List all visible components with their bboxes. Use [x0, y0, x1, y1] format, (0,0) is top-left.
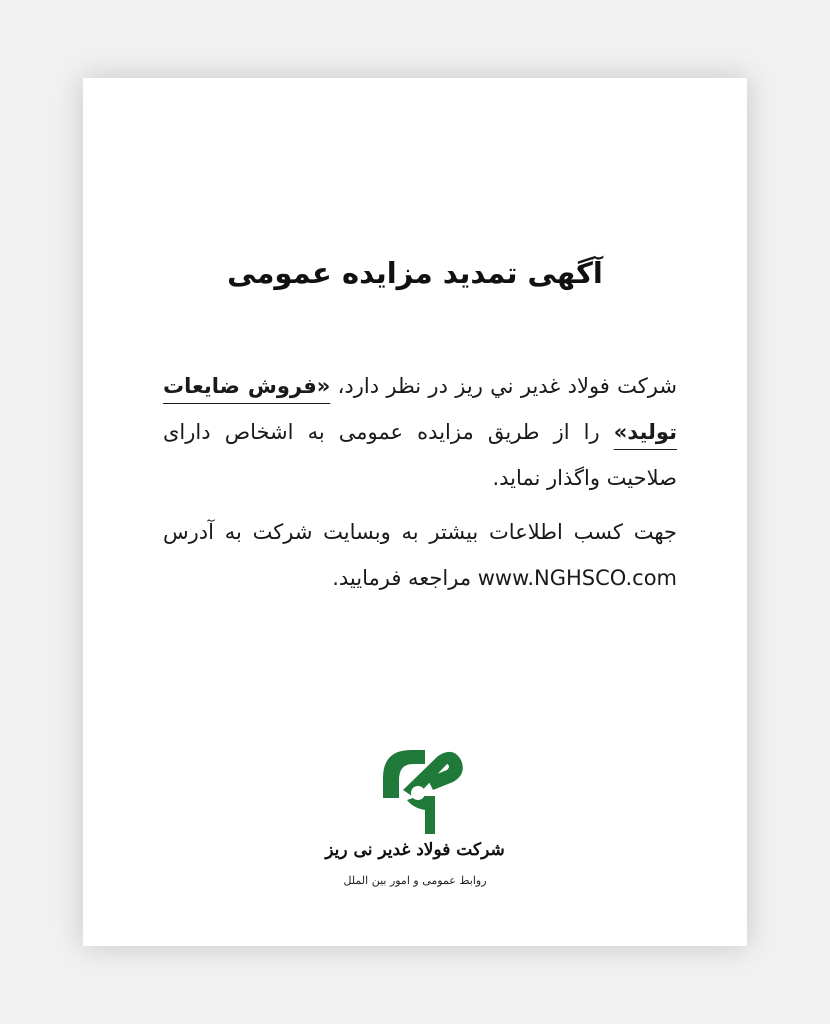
logo-company-name: شرکت فولاد غدیر نی ریز [325, 840, 505, 860]
website-text-start: جهت کسب اطلاعات بیشتر به وبسایت شرکت به آدرس [163, 520, 677, 544]
logo-department: روابط عمومی و امور بین الملل [343, 874, 487, 887]
paragraph-website [163, 509, 677, 601]
notice-card [83, 78, 747, 946]
website-link[interactable]: www.NGHSCO.com [477, 566, 677, 590]
notice-body [163, 363, 677, 609]
website-text-end: مراجعه فرمایید. [332, 566, 478, 590]
announcement-text-start: شرکت فولاد غدیر ني ریز در نظر دارد، [330, 374, 677, 398]
auction-subject: «فروش ضایعات تولید» [163, 374, 677, 444]
paragraph-announcement [163, 363, 677, 501]
notice-title: آگهی تمدید مزایده عمومی [227, 256, 603, 290]
announcement-text-end: را از طریق مزایده عمومی به اشخاص دارای صلاحیت واگذار نماید. [163, 420, 677, 490]
company-logo-icon [363, 738, 473, 838]
